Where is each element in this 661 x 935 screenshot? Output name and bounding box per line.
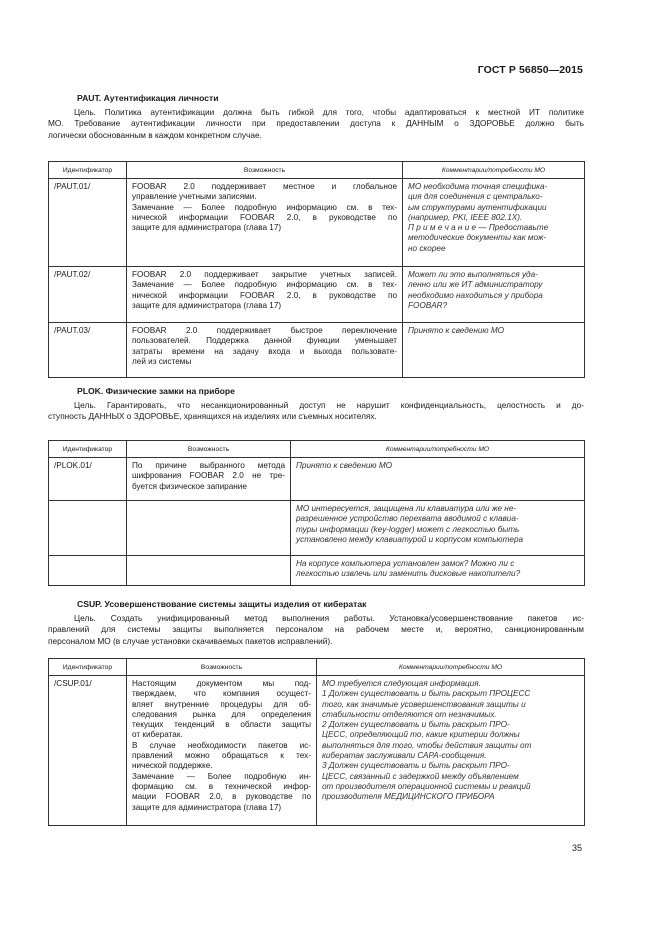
section-title-csup: CSUP. Усовершенствование системы защиты изделия от кибератак	[77, 599, 367, 609]
header-identifier: Идентификатор	[49, 441, 127, 458]
cell-line: легкостью извлечь или заменить дисковые накопители?	[296, 569, 521, 579]
cell-line: ЦЕСС, связанный с задержкой между объявлением	[322, 771, 519, 781]
table-header-row	[49, 162, 585, 179]
header-comments: Комментарии/потребности МО	[291, 441, 585, 458]
cell-line: производителя МЕДИЦИНСКОГО ПРИБОРА	[322, 792, 495, 802]
cell-line: кибератак заслуживали САРА-сообщения.	[322, 751, 487, 761]
cell-line: лей из системы	[132, 356, 192, 366]
paragraph-line: ступность ДАННЫХ о ЗДОРОВЬЕ, хранящихся на изделиях или съемных носителях.	[48, 411, 377, 422]
paragraph-line: Цель. Создать унифицированный метод выполнения работы. Установка/усовершенствование пакетов ис-	[74, 613, 584, 623]
cell-line: нической поддержке.	[132, 761, 213, 771]
table-plok	[48, 440, 585, 586]
row-comment	[403, 267, 585, 323]
cell-line: мации FOOBAR 2.0, в руководстве по	[132, 792, 311, 802]
cell-line: П р и м е ч а н и е — Предоставьте	[408, 223, 549, 233]
header-capability: Возможность	[127, 162, 403, 179]
cell-line: Принято к сведению МО	[296, 461, 393, 470]
cell-line: формацию см. в технической инфор-	[132, 781, 311, 791]
cell-line: По причине выбранного метода	[132, 461, 285, 470]
table-row	[49, 556, 585, 586]
cell-line: пользователей. Поддержка данной функции уменьшает	[132, 336, 397, 346]
cell-line: ленно или же ИТ администратору	[408, 280, 543, 290]
cell-line: ция для соединения с централько-	[408, 192, 543, 202]
cell-line: ым структурами аутентификации	[408, 202, 547, 212]
row-identifier: /PAUT.02/	[49, 267, 127, 323]
cell-line: вляет внутренние процедуры для об-	[132, 699, 311, 709]
table-row	[49, 676, 585, 826]
row-capability	[127, 676, 317, 826]
paragraph-line: МО. Требование аутентификации личности при предоставлении доступа к ДАННЫМ о ЗДОРОВЬЕ должно быть	[48, 118, 584, 129]
table-header-row	[49, 659, 585, 676]
section-paragraph-plok	[48, 400, 584, 423]
cell-line: разрешенное устройство перехвата вводимой с клавиа-	[296, 514, 519, 524]
header-comments: Комментарии/потребности МО	[317, 659, 585, 676]
header-comments: Комментарии/потребности МО	[403, 162, 585, 179]
cell-line: туры информации (key-logger) может с легкостью быть	[296, 524, 520, 534]
section-paragraph-csup	[48, 613, 584, 647]
table-row	[49, 323, 585, 378]
cell-line: но скорее	[408, 243, 446, 253]
row-capability	[127, 501, 291, 556]
document-id: ГОСТ Р 56850—2015	[477, 64, 583, 76]
paragraph-line: правлений для системы защиты выполняется персоналом на рабочем месте и, вероятно, санкционированным	[48, 624, 584, 635]
row-comment	[403, 323, 585, 378]
cell-line: нической информации FOOBAR 2.0, в руководстве по	[132, 212, 397, 222]
cell-line: установлено между клавиатурой и корпусом компьютера	[296, 534, 524, 544]
cell-line: нической информации FOOBAR 2.0, в руководстве по	[132, 290, 397, 300]
cell-line: ЦЕСС, определяющий то, какие критерии должны	[322, 730, 520, 740]
cell-line: тверждаем, что компания осущест-	[132, 689, 311, 699]
cell-line: 2 Должен существовать и быть раскрыт ПРО-	[322, 720, 510, 730]
cell-line: Замечание — Более подробную ин-	[132, 771, 311, 781]
table-csup	[48, 658, 585, 826]
cell-line: защите для администратора (глава 17)	[132, 223, 282, 233]
header-capability: Возможность	[127, 659, 317, 676]
cell-line: от производителя операционной системы и реакций	[322, 781, 531, 791]
row-identifier	[49, 501, 127, 556]
cell-line: Принято к сведению МО	[408, 326, 505, 335]
table-paut	[48, 161, 585, 378]
cell-line: следования рынка для определения	[132, 709, 311, 719]
header-capability: Возможность	[127, 441, 291, 458]
cell-line: методические документы как мож-	[408, 233, 547, 243]
table-row	[49, 501, 585, 556]
section-title-plok: PLOK. Физические замки на приборе	[77, 386, 235, 396]
cell-line: правлений можно обращаться к тех-	[132, 751, 311, 761]
cell-line: защите для администратора (глава 17)	[132, 802, 282, 812]
cell-line: FOOBAR 2.0 поддерживает закрытие учетных записей.	[132, 270, 397, 279]
cell-line: На корпусе компьютера установлен замок? Можно ли с	[296, 559, 515, 568]
cell-line: затраты времени на задачу входа и выхода пользовате-	[132, 346, 397, 356]
cell-line: необходимо находиться у прибора	[408, 290, 543, 300]
page-number: 35	[571, 843, 582, 853]
cell-line: стабильности отделяются от незначимых.	[322, 709, 497, 719]
table-row	[49, 179, 585, 267]
row-capability	[127, 179, 403, 267]
cell-line: выполняться для того, чтобы действия защиты от	[322, 740, 532, 750]
header-identifier: Идентификатор	[49, 659, 127, 676]
cell-line: защите для администратора (глава 17)	[132, 300, 282, 310]
cell-line: Может ли это выполняться уда-	[408, 270, 538, 279]
row-capability	[127, 556, 291, 586]
cell-line: В случае необходимости пакетов ис-	[132, 740, 311, 750]
paragraph-line: персоналом МО (в случае установки скачиваемых пакетов исправлений).	[48, 635, 333, 646]
row-identifier: /PLOK.01/	[49, 458, 127, 501]
row-comment	[291, 458, 585, 501]
table-row	[49, 458, 585, 501]
row-comment	[317, 676, 585, 826]
cell-line: МО интересуется, защищена ли клавиатура или же не-	[296, 504, 517, 513]
paragraph-line: Цель. Гарантировать, что несанкционированный доступ не нарушит конфиденциальность, целостность и до-	[74, 400, 584, 410]
table-header-row	[49, 441, 585, 458]
section-title-paut: PAUT. Аутентификация личности	[77, 93, 219, 103]
row-comment	[403, 179, 585, 267]
cell-line: Замечание — Более подробную информацию см. в тех-	[132, 280, 397, 290]
row-identifier: /CSUP.01/	[49, 676, 127, 826]
cell-line: FOOBAR 2.0 поддерживает местное и глобальное	[132, 182, 397, 191]
cell-line: от кибератак.	[132, 730, 183, 740]
row-comment	[291, 501, 585, 556]
row-identifier: /PAUT.01/	[49, 179, 127, 267]
cell-line: текущих тенденций в области защиты	[132, 720, 311, 730]
cell-line: буется физическое запирание	[132, 481, 247, 491]
cell-line: FOOBAR?	[408, 300, 448, 310]
cell-line: 3 Должен существовать и быть раскрыт ПРО-	[322, 761, 510, 771]
cell-line: Настоящим документом мы под-	[132, 679, 311, 688]
paragraph-line: Цель. Политика аутентификации должна быть гибкой для того, чтобы адаптироваться к местной ИТ политике	[74, 107, 584, 117]
cell-line: Замечание — Более подробную информацию см. в тех-	[132, 202, 397, 212]
row-capability	[127, 267, 403, 323]
row-capability	[127, 323, 403, 378]
row-identifier	[49, 556, 127, 586]
cell-line: (например, PKI, IEEE 802.1X).	[408, 212, 523, 222]
cell-line: МО требуется следующая информация.	[322, 679, 481, 688]
cell-line: 1 Должен существовать и быть раскрыт ПРОЦЕСС	[322, 689, 531, 699]
cell-line: МО необходима точная специфика-	[408, 182, 548, 191]
cell-line: шифрования FOOBAR 2.0 не тре-	[132, 471, 285, 481]
cell-line: того, как значимые усовершенствования защиты и	[322, 699, 526, 709]
cell-line: управление учетными записями.	[132, 192, 257, 202]
paragraph-line: логически обоснованным в каждом конкретном случае.	[48, 129, 262, 140]
row-comment	[291, 556, 585, 586]
table-row	[49, 267, 585, 323]
row-capability	[127, 458, 291, 501]
section-paragraph-paut	[48, 107, 584, 141]
cell-line: FOOBAR 2.0 поддерживает быстрое переключение	[132, 326, 397, 335]
header-identifier: Идентификатор	[49, 162, 127, 179]
row-identifier: /PAUT.03/	[49, 323, 127, 378]
